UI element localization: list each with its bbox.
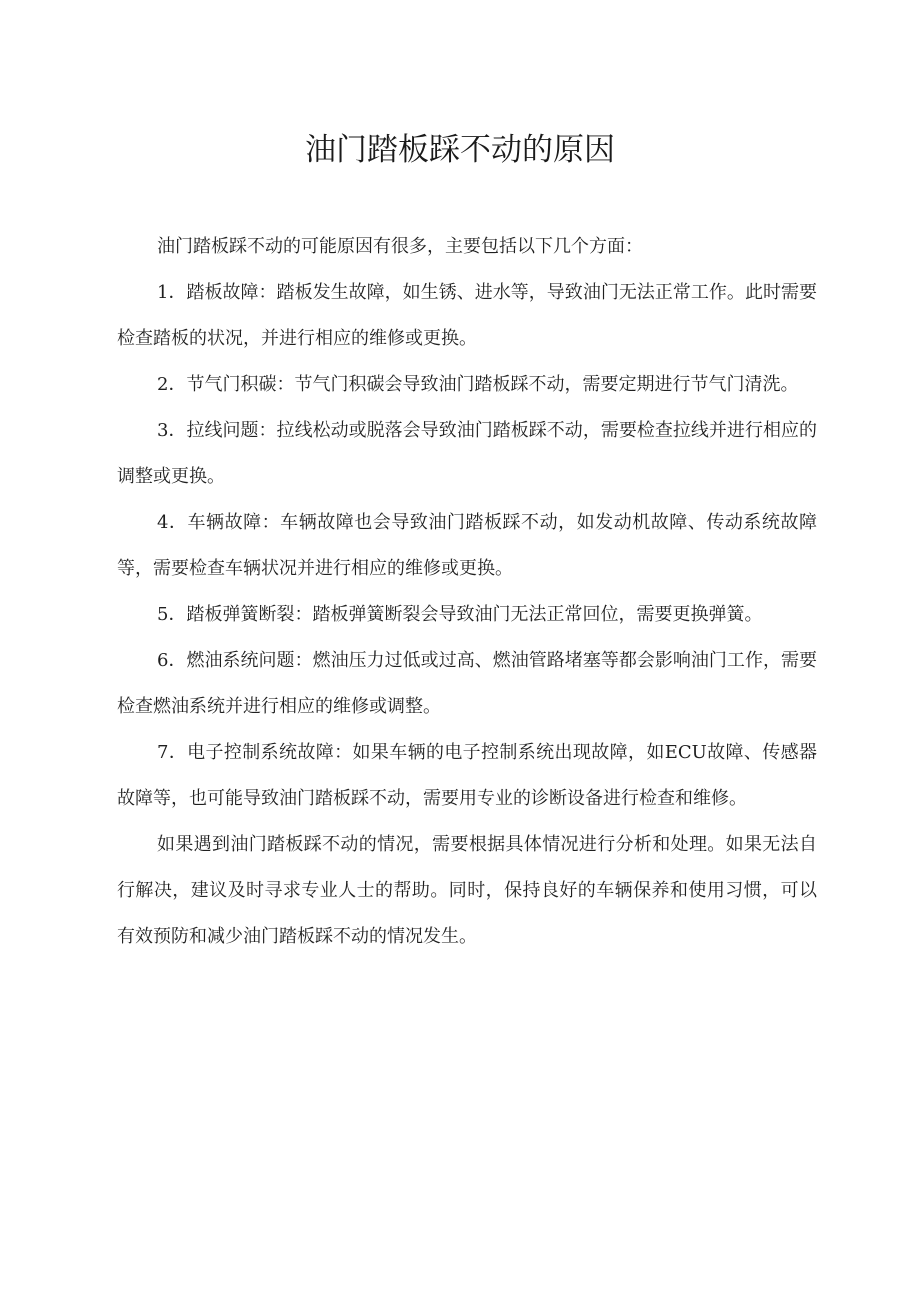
- list-item: 2．节气门积碳：节气门积碳会导致油门踏板踩不动，需要定期进行节气门清洗。: [157, 374, 799, 395]
- list-item: 4．车辆故障：车辆故障也会导致油门踏板踩不动，如发动机故障、传动系统故障等，需要检查车辆状况并进行相应的维修或更换。: [117, 512, 817, 579]
- intro-paragraph: 油门踏板踩不动的可能原因有很多，主要包括以下几个方面：: [157, 236, 643, 257]
- list-item: 7．电子控制系统故障：如果车辆的电子控制系统出现故障，如ECU故障、传感器故障等，也可能导致油门踏板踩不动，需要用专业的诊断设备进行检查和维修。: [117, 742, 817, 809]
- list-item: 6．燃油系统问题：燃油压力过低或过高、燃油管路堵塞等都会影响油门工作，需要检查燃油系统并进行相应的维修或调整。: [117, 650, 817, 717]
- list-item: 3．拉线问题：拉线松动或脱落会导致油门踏板踩不动，需要检查拉线并进行相应的调整或更换。: [117, 420, 817, 487]
- document-body: [117, 224, 817, 960]
- list-item: 5．踏板弹簧断裂：踏板弹簧断裂会导致油门无法正常回位，需要更换弹簧。: [157, 604, 763, 625]
- conclusion-paragraph: 如果遇到油门踏板踩不动的情况，需要根据具体情况进行分析和处理。如果无法自行解决，建议及时寻求专业人士的帮助。同时，保持良好的车辆保养和使用习惯，可以有效预防和减少油门踏板踩不动的情况发生。: [117, 834, 817, 947]
- document-title: 油门踏板踩不动的原因: [305, 132, 615, 168]
- list-item: 1．踏板故障：踏板发生故障，如生锈、进水等，导致油门无法正常工作。此时需要检查踏板的状况，并进行相应的维修或更换。: [117, 282, 817, 349]
